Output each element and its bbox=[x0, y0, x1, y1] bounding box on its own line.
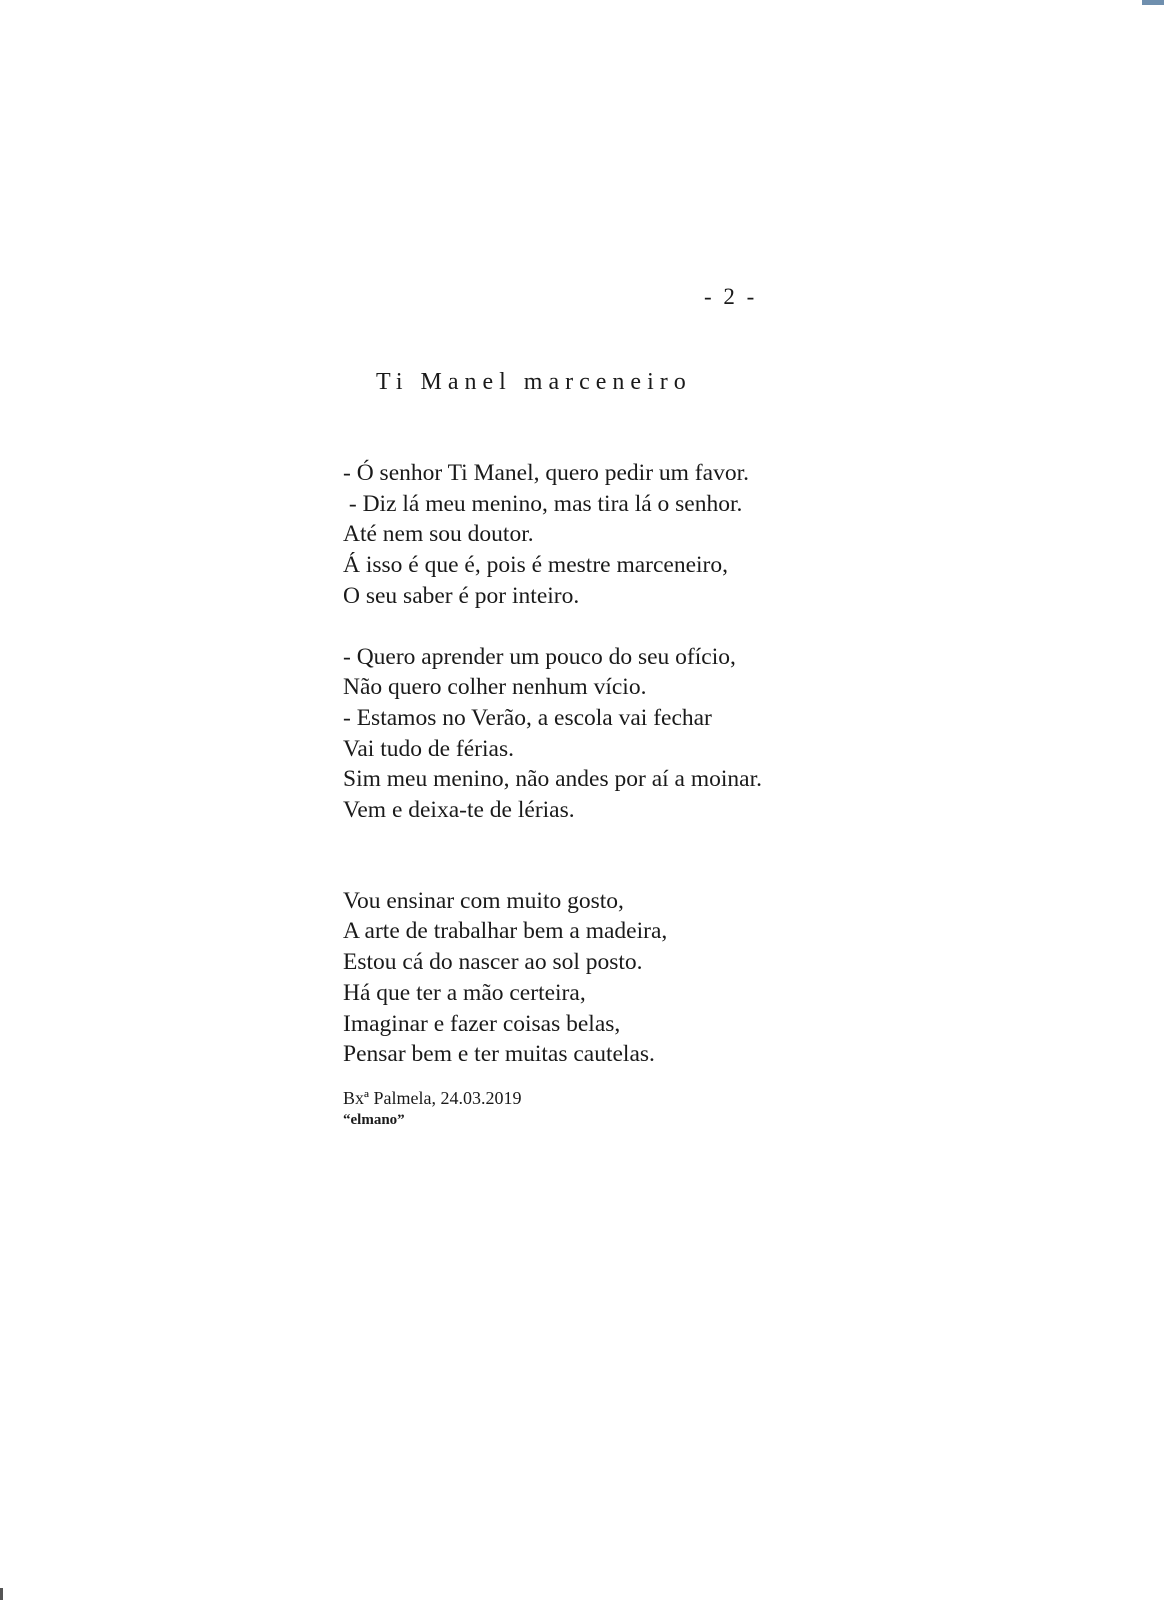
poem-line: - Ó senhor Ti Manel, quero pedir um favor. bbox=[343, 460, 749, 486]
stanza-3 bbox=[343, 886, 903, 1070]
signature-block bbox=[343, 1086, 521, 1130]
poem-line: Imaginar e fazer coisas belas, bbox=[343, 1010, 621, 1037]
stanza-1 bbox=[343, 458, 903, 612]
poem-body bbox=[343, 458, 903, 1070]
poem-line: Vem e deixa-te de lérias. bbox=[343, 797, 575, 824]
poem-line: O seu saber é por inteiro. bbox=[343, 582, 580, 609]
poem-title: Ti Manel marceneiro bbox=[376, 369, 692, 395]
poem-line: Sim meu menino, não andes por aí a moinar. bbox=[343, 766, 762, 793]
poem-line: - Estamos no Verão, a escola vai fechar bbox=[343, 704, 712, 731]
poem-line: A arte de trabalhar bem a madeira, bbox=[343, 918, 668, 945]
poem-line: - Diz lá meu menino, mas tira lá o senhor. bbox=[343, 490, 743, 517]
poem-line: Vai tudo de férias. bbox=[343, 735, 514, 762]
scan-edge-mark bbox=[0, 1588, 3, 1600]
stanza-2 bbox=[343, 642, 903, 826]
poem-line: Á isso é que é, pois é mestre marceneiro, bbox=[343, 552, 729, 579]
poem-line: Há que ter a mão certeira, bbox=[343, 979, 586, 1006]
poem-line: Até nem sou doutor. bbox=[343, 521, 534, 548]
poem-line: Não quero colher nenhum vício. bbox=[343, 674, 647, 701]
page-number: - 2 - bbox=[704, 284, 758, 309]
scan-corner-mark bbox=[1142, 0, 1164, 5]
author-name: “elmano” bbox=[343, 1112, 405, 1128]
poem-line: Pensar bem e ter muitas cautelas. bbox=[343, 1041, 655, 1068]
poem-line: Estou cá do nascer ao sol posto. bbox=[343, 949, 643, 976]
poem-line: Vou ensinar com muito gosto, bbox=[343, 887, 624, 914]
place-date: Bxª Palmela, 24.03.2019 bbox=[343, 1088, 522, 1108]
poem-line: - Quero aprender um pouco do seu ofício, bbox=[343, 643, 736, 670]
